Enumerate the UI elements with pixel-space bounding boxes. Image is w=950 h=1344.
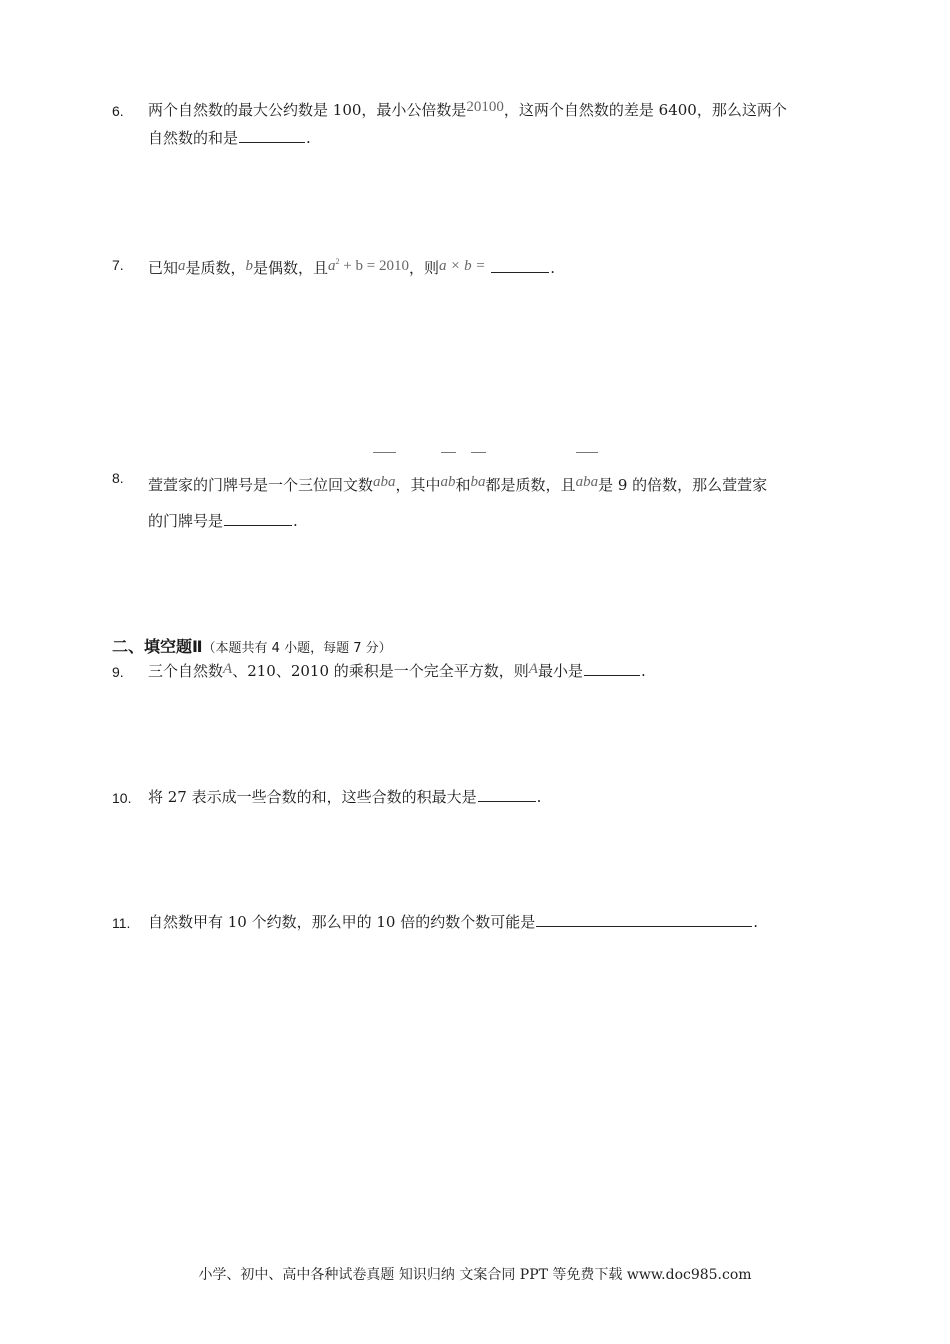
text-segment: 是质数， bbox=[185, 259, 246, 277]
text-segment: 两个自然数的最大公约数是 100，最小公倍数是 bbox=[148, 101, 467, 119]
question-number: 8. bbox=[112, 470, 124, 486]
math-ab: ab bbox=[441, 460, 456, 504]
question-text bbox=[148, 251, 863, 283]
text-segment: . bbox=[640, 662, 646, 680]
math-aba: aba bbox=[576, 460, 599, 504]
answer-blank[interactable] bbox=[491, 256, 549, 273]
math-ba: ba bbox=[471, 460, 486, 504]
text-segment: . bbox=[753, 913, 759, 931]
question-number: 9. bbox=[112, 664, 124, 680]
text-segment: . bbox=[536, 788, 542, 806]
question-text bbox=[148, 784, 863, 811]
question-text bbox=[148, 909, 863, 936]
answer-blank[interactable] bbox=[536, 910, 752, 927]
section-note: （本题共有 4 小题，每题 7 分） bbox=[202, 641, 392, 656]
question-text-line2 bbox=[148, 508, 863, 535]
text-segment: 三个自然数 bbox=[148, 662, 224, 680]
text-segment: . bbox=[306, 129, 311, 147]
question-number: 10. bbox=[112, 790, 132, 806]
question-text bbox=[148, 658, 863, 686]
text-segment: 都是质数，且 bbox=[485, 476, 576, 494]
text-segment: 的门牌号是 bbox=[148, 512, 224, 530]
section-title: 二、填空题Ⅱ bbox=[112, 637, 203, 656]
question-text bbox=[148, 97, 863, 152]
text-segment: ，其中 bbox=[395, 476, 441, 494]
math-var-A: A bbox=[528, 661, 538, 677]
text-segment: 将 27 表示成一些合数的和，这些合数的积最大是 bbox=[148, 788, 477, 806]
text-segment: 已知 bbox=[148, 259, 179, 277]
text-segment: 是 9 的倍数，那么萱萱家 bbox=[598, 476, 768, 494]
footer-text: 小学、初中、高中各种试卷真题 知识归纳 文案合同 PPT 等免费下载 www.doc985.com bbox=[198, 1267, 752, 1283]
text-segment: 最小是 bbox=[537, 662, 583, 680]
answer-blank[interactable] bbox=[224, 509, 292, 526]
question-text bbox=[148, 463, 863, 508]
text-segment: 自然数甲有 10 个约数，那么甲的 10 倍的约数个数可能是 bbox=[148, 913, 536, 931]
text-segment: . bbox=[550, 259, 556, 277]
math-var-b: b bbox=[245, 258, 254, 274]
text-segment: ，则 bbox=[408, 259, 439, 277]
answer-blank[interactable] bbox=[584, 659, 640, 676]
text-segment: 是偶数，且 bbox=[253, 259, 329, 277]
section-heading bbox=[112, 634, 392, 657]
question-number: 11. bbox=[112, 915, 131, 931]
text-segment: 萱萱家的门牌号是一个三位回文数 bbox=[148, 476, 374, 494]
answer-blank[interactable] bbox=[239, 126, 305, 143]
text-segment: 和 bbox=[455, 476, 471, 494]
question-number: 6. bbox=[112, 103, 124, 119]
math-aba: aba bbox=[373, 460, 396, 504]
text-segment: ，这两个自然数的差是 6400，那么这两个 bbox=[503, 101, 787, 119]
text-segment: 自然数的和是 bbox=[148, 129, 239, 147]
math-equation: $a^2 + b = 2010$ bbox=[328, 257, 409, 274]
math-var-A: A bbox=[223, 661, 233, 677]
text-segment: . bbox=[293, 512, 298, 530]
math-lcm: 20100 bbox=[466, 99, 504, 115]
math-var-a: a bbox=[178, 258, 186, 274]
math-product: a × b = bbox=[438, 258, 486, 274]
question-number: 7. bbox=[112, 257, 124, 273]
answer-blank[interactable] bbox=[478, 785, 536, 802]
text-segment: 、210、2010 的乘积是一个完全平方数，则 bbox=[232, 662, 529, 680]
